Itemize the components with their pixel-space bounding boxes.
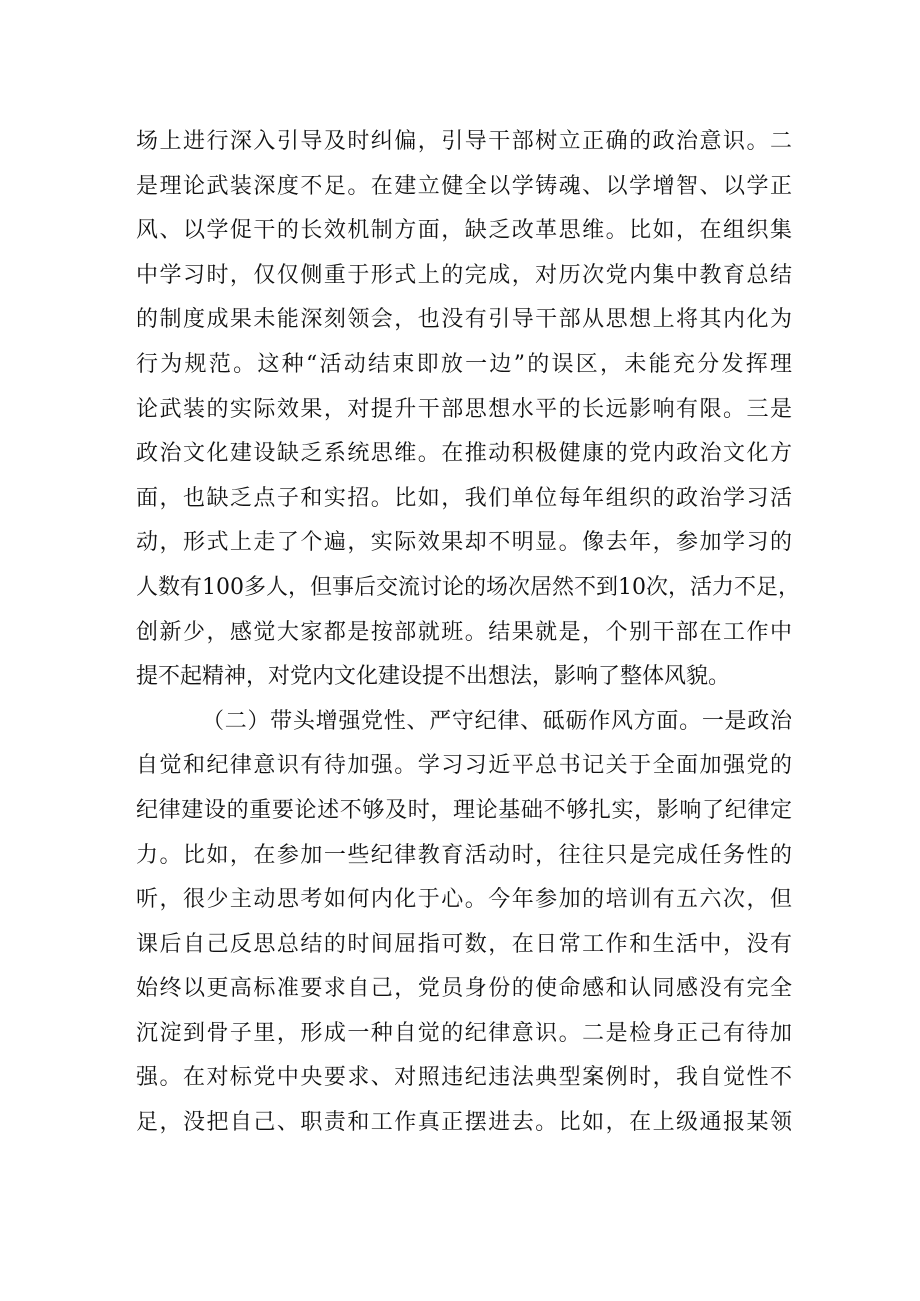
text-line: 课后自己反思总结的时间屈指可数，在日常工作和生活中，没有 xyxy=(136,931,792,957)
text-line: 创新少，感觉大家都是按部就班。结果就是，个别干部在工作中 xyxy=(136,619,792,645)
text-line: 始终以更高标准要求自己，党员身份的使命感和认同感没有完全 xyxy=(136,976,792,1002)
text-line: （二）带头增强党性、严守纪律、砥砺作风方面。一是政治 xyxy=(202,708,792,734)
text-line: 听，很少主动思考如何内化于心。今年参加的培训有五六次，但 xyxy=(136,887,792,913)
text-line: 强。在对标党中央要求、对照违纪违法典型案例时，我自觉性不 xyxy=(136,1065,792,1091)
text-line: 沉淀到骨子里，形成一种自觉的纪律意识。二是检身正己有待加 xyxy=(136,1020,792,1046)
text-line: 纪律建设的重要论述不够及时，理论基础不够扎实，影响了纪律定 xyxy=(136,797,792,823)
text-line: 面，也缺乏点子和实招。比如，我们单位每年组织的政治学习活 xyxy=(136,485,792,511)
text-line: 动，形式上走了个遍，实际效果却不明显。像去年，参加学习的 xyxy=(136,530,792,556)
text-line: 行为规范。这种“活动结束即放一边”的误区，未能充分发挥理 xyxy=(136,351,792,377)
text-line: 力。比如，在参加一些纪律教育活动时，往往只是完成任务性的 xyxy=(136,842,792,868)
text-line: 足，没把自己、职责和工作真正摆进去。比如，在上级通报某领 xyxy=(136,1110,792,1136)
text-line: 政治文化建设缺乏系统思维。在推动积极健康的党内政治文化方 xyxy=(136,441,792,467)
text-line: 中学习时，仅仅侧重于形式上的完成，对历次党内集中教育总结 xyxy=(136,262,792,288)
text-line: 是理论武装深度不足。在建立健全以学铸魂、以学增智、以学正 xyxy=(136,173,792,199)
text-line: 提不起精神，对党内文化建设提不出想法，影响了整体风貌。 xyxy=(136,664,731,690)
text-line: 自觉和纪律意识有待加强。学习习近平总书记关于全面加强党的 xyxy=(136,753,792,779)
text-line: 人数有100多人，但事后交流讨论的场次居然不到10次，活力不足， xyxy=(136,574,800,600)
text-line: 场上进行深入引导及时纠偏，引导干部树立正确的政治意识。二 xyxy=(136,129,792,154)
text-line: 论武装的实际效果，对提升干部思想水平的长远影响有限。三是 xyxy=(136,396,792,422)
body-text xyxy=(136,120,800,1146)
text-line: 的制度成果未能深刻领会，也没有引导干部从思想上将其内化为 xyxy=(136,307,792,333)
text-line: 风、以学促干的长效机制方面，缺乏改革思维。比如，在组织集 xyxy=(136,218,792,244)
